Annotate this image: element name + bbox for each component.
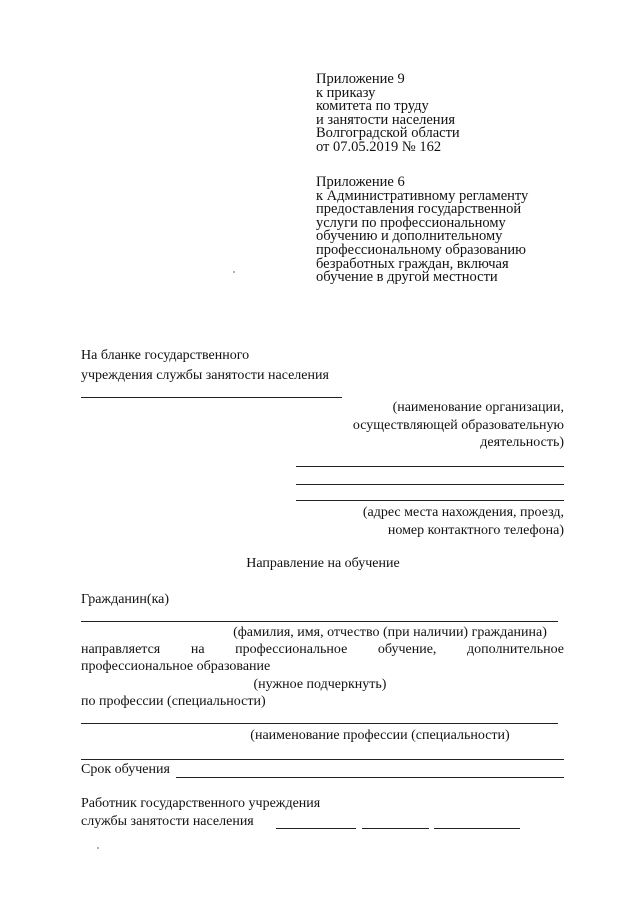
signature-name-line: [434, 828, 520, 829]
address-hint-line: номер контактного телефона): [387, 523, 564, 538]
appendix-6-line: Приложение 6: [316, 174, 405, 190]
appendix-6-line: услуги по профессиональному: [316, 214, 506, 231]
directed-line: [81, 643, 564, 657]
letterhead-line: На бланке государственного: [81, 348, 250, 363]
letterhead-underline: [81, 397, 342, 398]
document-title: Направление на обучение: [246, 556, 400, 571]
duration-line: [176, 777, 564, 778]
appendix-9-line: Приложение 9: [316, 71, 405, 87]
address-hint-line: (адрес места нахождения, проезд,: [362, 505, 564, 520]
profession-hint: (наименование профессии (специальности): [250, 728, 510, 743]
organization-hint-line: (наименование организации,: [392, 400, 564, 415]
directed-word: на: [190, 642, 205, 657]
appendix-6-line: профессиональному образованию: [316, 241, 526, 258]
appendix-9-line: от 07.05.2019 № 162: [316, 138, 442, 155]
signature-line-text: службы занятости населения: [81, 814, 254, 829]
appendix-6-line: обучению и дополнительному: [316, 228, 503, 245]
signature-line-text: Работник государственного учреждения: [81, 796, 321, 811]
underline-hint: (нужное подчеркнуть): [253, 677, 387, 692]
signature-sign-line: [362, 828, 429, 829]
scan-speck: [233, 271, 235, 273]
address-line: [296, 484, 564, 485]
signature-position-line: [276, 828, 356, 829]
citizen-name-line: [81, 621, 558, 622]
directed-line-2: профессиональное образование: [81, 659, 271, 674]
organization-hint-line: осуществляющей образовательную: [352, 418, 564, 433]
directed-word: профессиональное: [235, 642, 348, 657]
appendix-6-block: [316, 176, 576, 285]
appendix-6-line: безработных граждан, включая: [316, 255, 509, 272]
appendix-9-line: Волгоградской области: [316, 125, 460, 142]
profession-extra-line: [81, 759, 564, 760]
letterhead-line: учреждения службы занятости населения: [81, 368, 329, 383]
appendix-6-line: предоставления государственной: [316, 201, 522, 218]
duration-label: Срок обучения: [81, 762, 170, 777]
organization-hint-line: деятельность): [480, 435, 564, 450]
address-line: [296, 466, 564, 467]
directed-word: направляется: [81, 642, 161, 657]
profession-line: [81, 723, 558, 724]
citizen-label: Гражданин(ка): [81, 592, 170, 607]
appendix-6-line: к Административному регламенту: [316, 187, 529, 204]
appendix-9-block: [316, 73, 576, 155]
appendix-9-line: к приказу: [316, 84, 376, 101]
appendix-9-line: комитета по труду: [316, 98, 429, 115]
profession-label: по профессии (специальности): [81, 694, 266, 709]
address-line: [296, 500, 564, 501]
citizen-hint: (фамилия, имя, отчество (при наличии) гражданина): [233, 625, 547, 640]
directed-word: дополнительное: [467, 642, 564, 657]
appendix-9-line: и занятости населения: [316, 111, 455, 128]
appendix-6-line: обучение в другой местности: [316, 269, 498, 286]
scan-speck: [97, 847, 99, 849]
directed-word: обучение,: [377, 642, 437, 657]
